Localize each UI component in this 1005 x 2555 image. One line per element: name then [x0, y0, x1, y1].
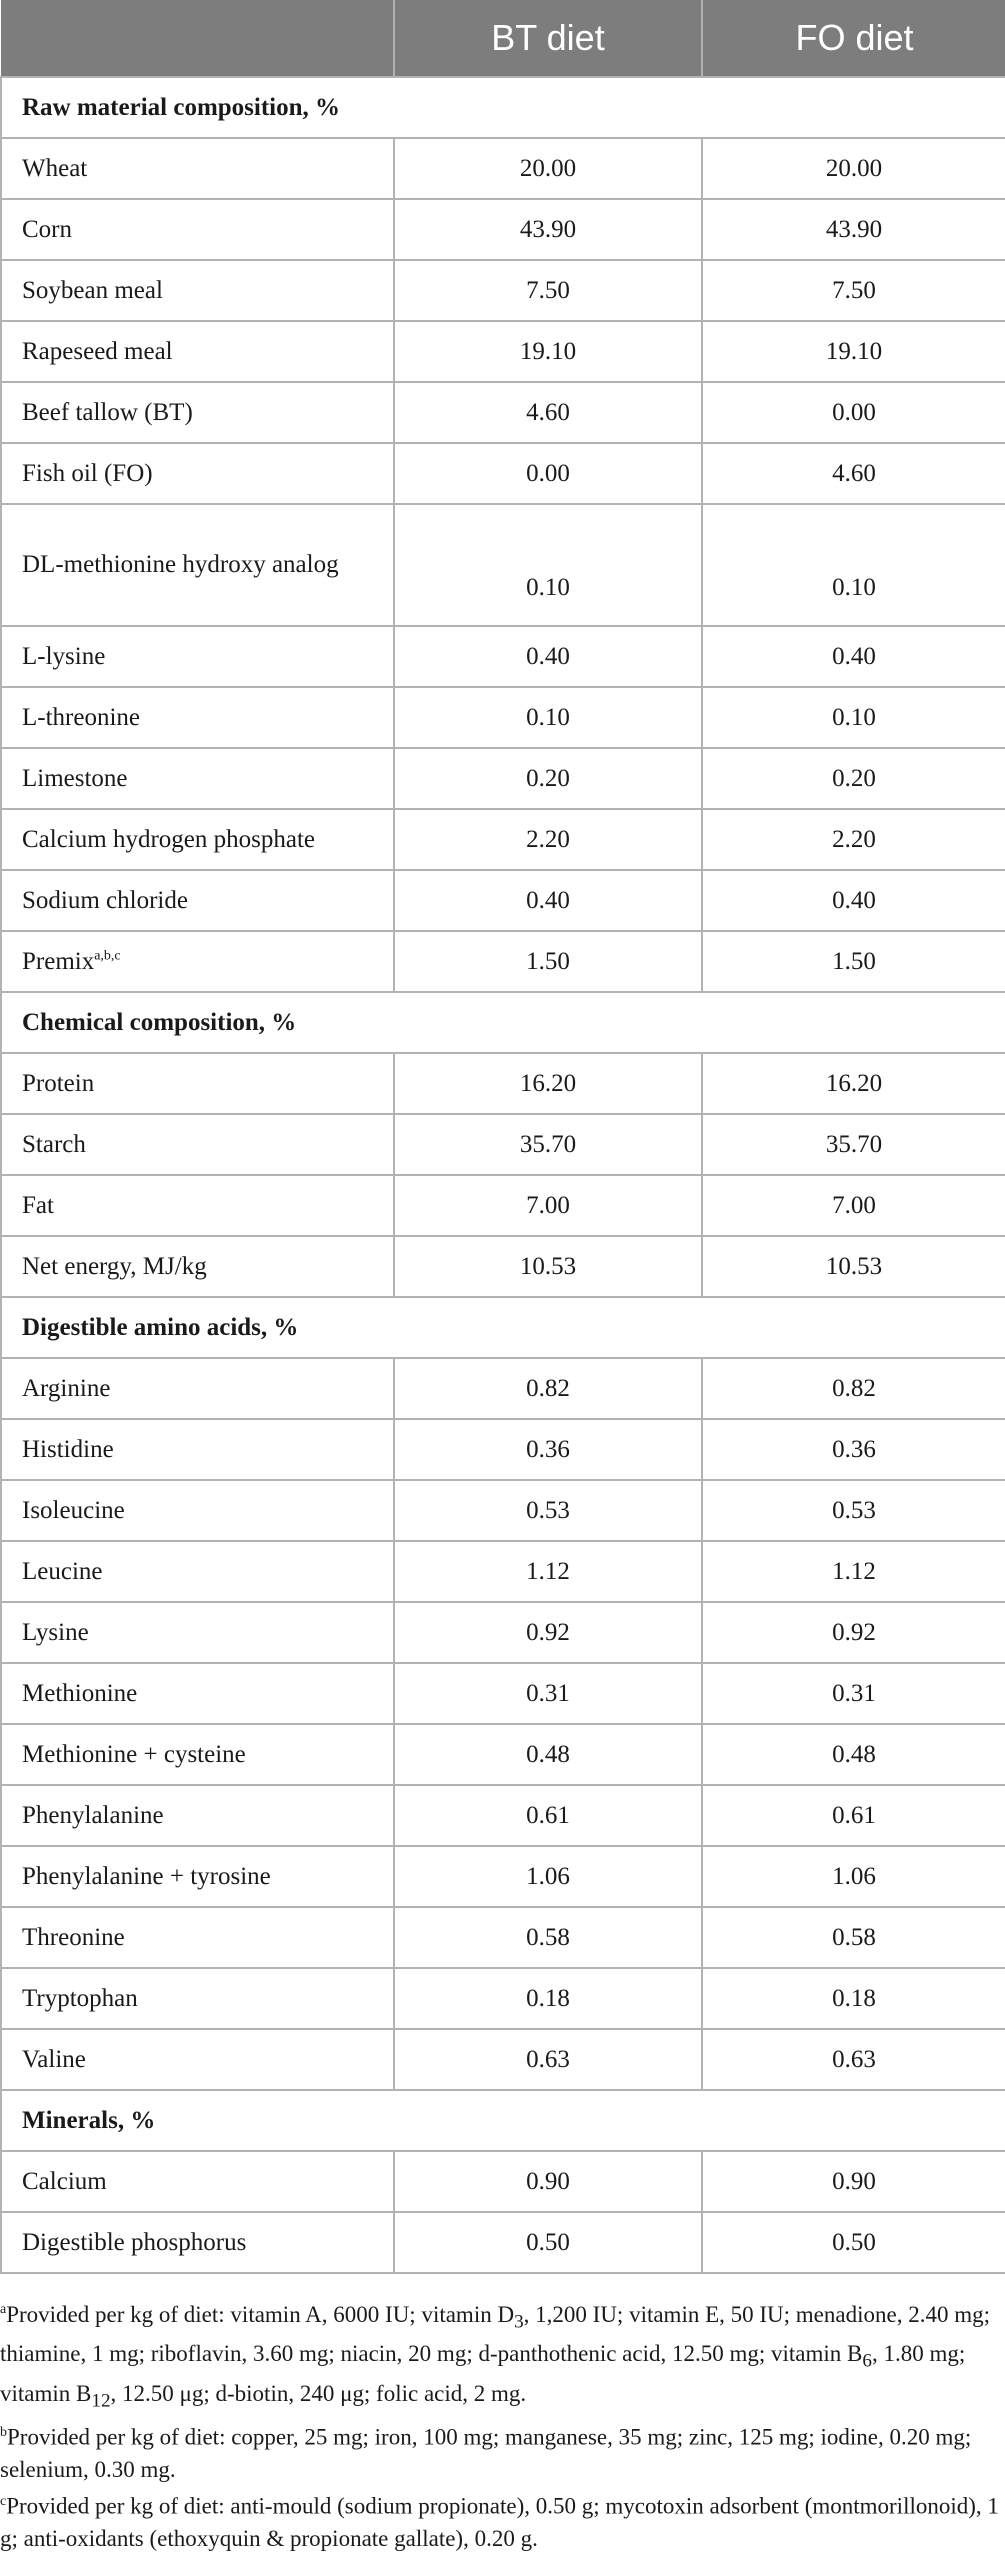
bt-diet-value: 1.12 [394, 1541, 702, 1602]
row-label [1, 1175, 394, 1236]
fo-diet-value: 0.53 [702, 1480, 1005, 1541]
bt-diet-value: 0.90 [394, 2151, 702, 2212]
bt-diet-value: 0.63 [394, 2029, 702, 2090]
table-row [1, 2212, 1005, 2273]
bt-diet-value: 19.10 [394, 321, 702, 382]
fo-diet-value: 20.00 [702, 138, 1005, 199]
row-label-text: Limestone [22, 764, 128, 792]
table-row [1, 1602, 1005, 1663]
bt-diet-value: 0.18 [394, 1968, 702, 2029]
row-label-text: Histidine [22, 1435, 114, 1463]
bt-diet-value: 0.50 [394, 2212, 702, 2273]
table-row [1, 931, 1005, 992]
table-row [1, 1480, 1005, 1541]
row-label [1, 1846, 394, 1907]
table-row [1, 1785, 1005, 1846]
header-bt-diet: BT diet [394, 0, 702, 77]
row-label [1, 260, 394, 321]
fo-diet-value: 16.20 [702, 1053, 1005, 1114]
bt-diet-value: 2.20 [394, 809, 702, 870]
row-label-text: Wheat [22, 154, 88, 182]
table-row [1, 1968, 1005, 2029]
footnote-a [0, 2294, 1005, 2417]
fo-diet-value: 0.10 [702, 504, 1005, 626]
bt-diet-value: 10.53 [394, 1236, 702, 1297]
footnote-mark: b [0, 2425, 7, 2441]
fo-diet-value: 0.10 [702, 687, 1005, 748]
bt-diet-value: 43.90 [394, 199, 702, 260]
fo-diet-value: 0.18 [702, 1968, 1005, 2029]
row-label [1, 443, 394, 504]
row-label-text: Soybean meal [22, 276, 163, 304]
footnote-text: Provided per kg of diet: copper, 25 mg; iron, 100 mg; manganese, 35 mg; zinc, 125 mg; iodine, 0.20 mg; selenium, 0.30 mg. [0, 2425, 972, 2483]
row-label [1, 870, 394, 931]
fo-diet-value: 35.70 [702, 1114, 1005, 1175]
bt-diet-value: 0.20 [394, 748, 702, 809]
section-row [1, 992, 1005, 1053]
bt-diet-value: 0.40 [394, 626, 702, 687]
fo-diet-value: 0.50 [702, 2212, 1005, 2273]
fo-diet-value: 2.20 [702, 809, 1005, 870]
row-label-text: Net energy, MJ/kg [22, 1252, 207, 1280]
footnote-c [0, 2486, 1005, 2555]
footnote-text: Provided per kg of diet: anti-mould (sodium propionate), 0.50 g; mycotoxin adsorbent (montmorillonoid), 1 g; anti-oxidants (ethoxyquin & propionate gallate), 0.20 g. [0, 2493, 999, 2551]
table-row [1, 199, 1005, 260]
row-label-text: Calcium hydrogen phosphate [22, 825, 315, 853]
table-row [1, 1907, 1005, 1968]
fo-diet-value: 7.50 [702, 260, 1005, 321]
row-label-text: L-lysine [22, 642, 106, 670]
table-row [1, 870, 1005, 931]
fo-diet-value: 0.61 [702, 1785, 1005, 1846]
row-label [1, 1968, 394, 2029]
table-row [1, 809, 1005, 870]
row-label [1, 1724, 394, 1785]
table-row [1, 1358, 1005, 1419]
table-row [1, 1053, 1005, 1114]
row-label-text: Protein [22, 1069, 95, 1097]
row-label-text: Sodium chloride [22, 886, 188, 914]
bt-diet-value: 4.60 [394, 382, 702, 443]
table-row [1, 1663, 1005, 1724]
footnote-mark: c [0, 2494, 7, 2510]
row-label [1, 504, 394, 626]
table-row [1, 1419, 1005, 1480]
row-label [1, 748, 394, 809]
bt-diet-value: 0.40 [394, 870, 702, 931]
row-label [1, 321, 394, 382]
bt-diet-value: 0.10 [394, 504, 702, 626]
table-row [1, 382, 1005, 443]
row-label [1, 1785, 394, 1846]
row-label [1, 1541, 394, 1602]
table-row [1, 2029, 1005, 2090]
row-label [1, 1663, 394, 1724]
row-label [1, 382, 394, 443]
row-label [1, 1053, 394, 1114]
footnote-marker: a,b,c [94, 948, 121, 964]
fo-diet-value: 43.90 [702, 199, 1005, 260]
bt-diet-value: 16.20 [394, 1053, 702, 1114]
bt-diet-value: 0.00 [394, 443, 702, 504]
row-label [1, 1358, 394, 1419]
fo-diet-value: 1.50 [702, 931, 1005, 992]
fo-diet-value: 19.10 [702, 321, 1005, 382]
fo-diet-value: 0.40 [702, 870, 1005, 931]
table-row [1, 321, 1005, 382]
row-label-text: Fat [22, 1191, 54, 1219]
fo-diet-value: 0.40 [702, 626, 1005, 687]
section-row [1, 77, 1005, 138]
row-label [1, 1907, 394, 1968]
fo-diet-value: 0.00 [702, 382, 1005, 443]
fo-diet-value: 1.06 [702, 1846, 1005, 1907]
bt-diet-value: 0.31 [394, 1663, 702, 1724]
row-label-text: Corn [22, 215, 72, 243]
bt-diet-value: 0.58 [394, 1907, 702, 1968]
table-header-row [1, 0, 1005, 77]
row-label-text: Calcium [22, 2167, 107, 2195]
table-row [1, 1236, 1005, 1297]
bt-diet-value: 1.50 [394, 931, 702, 992]
row-label [1, 2151, 394, 2212]
table-row [1, 260, 1005, 321]
row-label [1, 1419, 394, 1480]
row-label [1, 2029, 394, 2090]
row-label [1, 1114, 394, 1175]
bt-diet-value: 7.50 [394, 260, 702, 321]
row-label-text: Threonine [22, 1923, 125, 1951]
row-label-text: Digestible phosphorus [22, 2228, 247, 2256]
row-label-text: Tryptophan [22, 1984, 138, 2012]
table-row [1, 1724, 1005, 1785]
footnotes [0, 2274, 1005, 2555]
section-heading: Chemical composition, % [1, 992, 1005, 1053]
bt-diet-value: 0.48 [394, 1724, 702, 1785]
section-heading: Digestible amino acids, % [1, 1297, 1005, 1358]
row-label-text: Beef tallow (BT) [22, 398, 193, 426]
section-row [1, 1297, 1005, 1358]
table-row [1, 504, 1005, 626]
row-label-text: Premix [22, 947, 95, 975]
footnote-b [0, 2417, 1005, 2486]
row-label-text: Methionine [22, 1679, 138, 1707]
row-label [1, 1236, 394, 1297]
fo-diet-value: 0.82 [702, 1358, 1005, 1419]
row-label-text: DL-methionine hydroxy analog [22, 551, 339, 578]
fo-diet-value: 0.48 [702, 1724, 1005, 1785]
table-row [1, 1114, 1005, 1175]
table-row [1, 1541, 1005, 1602]
row-label-text: Isoleucine [22, 1496, 125, 1524]
bt-diet-value: 0.61 [394, 1785, 702, 1846]
fo-diet-value: 10.53 [702, 1236, 1005, 1297]
row-label [1, 138, 394, 199]
bt-diet-value: 7.00 [394, 1175, 702, 1236]
row-label-text: L-threonine [22, 703, 141, 731]
fo-diet-value: 0.36 [702, 1419, 1005, 1480]
table-row [1, 687, 1005, 748]
section-heading: Raw material composition, % [1, 77, 1005, 138]
table-row [1, 1846, 1005, 1907]
bt-diet-value: 0.92 [394, 1602, 702, 1663]
row-label [1, 199, 394, 260]
bt-diet-value: 0.82 [394, 1358, 702, 1419]
section-row [1, 2090, 1005, 2151]
row-label-text: Lysine [22, 1618, 89, 1646]
table-body [1, 77, 1005, 2273]
row-label-text: Arginine [22, 1374, 111, 1402]
fo-diet-value: 4.60 [702, 443, 1005, 504]
row-label-text: Valine [22, 2045, 86, 2073]
fo-diet-value: 0.90 [702, 2151, 1005, 2212]
table-row [1, 1175, 1005, 1236]
row-label [1, 1602, 394, 1663]
fo-diet-value: 0.31 [702, 1663, 1005, 1724]
table-row [1, 443, 1005, 504]
bt-diet-value: 35.70 [394, 1114, 702, 1175]
bt-diet-value: 1.06 [394, 1846, 702, 1907]
row-label-text: Rapeseed meal [22, 337, 173, 365]
header-fo-diet: FO diet [702, 0, 1005, 77]
fo-diet-value: 1.12 [702, 1541, 1005, 1602]
row-label-text: Leucine [22, 1557, 103, 1585]
bt-diet-value: 0.53 [394, 1480, 702, 1541]
footnote-text: Provided per kg of diet: vitamin A, 6000 IU; vitamin $D_3$, 1,200 IU; vitamin E, 50 IU; menadione, 2.40 mg; thiamine, 1 mg; riboflavin, 3.60 mg; niacin, 20 mg; d-panthothenic acid, 12.50 mg; vitamin $B_6$, 1.80 mg; vitamin $B_{12}$, 12.50 μg; d-biotin, 240 μg; folic acid, 2 mg. [0, 2301, 990, 2412]
bt-diet-value: 20.00 [394, 138, 702, 199]
row-label-text: Methionine + cysteine [22, 1740, 246, 1768]
row-label-text: Starch [22, 1130, 86, 1158]
fo-diet-value: 0.63 [702, 2029, 1005, 2090]
fo-diet-value: 7.00 [702, 1175, 1005, 1236]
row-label [1, 626, 394, 687]
row-label [1, 2212, 394, 2273]
table-row [1, 138, 1005, 199]
row-label-text: Phenylalanine [22, 1801, 164, 1829]
fo-diet-value: 0.58 [702, 1907, 1005, 1968]
fo-diet-value: 0.92 [702, 1602, 1005, 1663]
table-row [1, 626, 1005, 687]
table-row [1, 748, 1005, 809]
section-heading: Minerals, % [1, 2090, 1005, 2151]
bt-diet-value: 0.10 [394, 687, 702, 748]
row-label [1, 687, 394, 748]
bt-diet-value: 0.36 [394, 1419, 702, 1480]
footnote-mark: a [0, 2302, 7, 2317]
fo-diet-value: 0.20 [702, 748, 1005, 809]
row-label [1, 931, 394, 992]
row-label-text: Fish oil (FO) [22, 459, 153, 487]
header-label-column [1, 0, 394, 77]
row-label-text: Phenylalanine + tyrosine [22, 1862, 271, 1890]
row-label [1, 1480, 394, 1541]
table-row [1, 2151, 1005, 2212]
row-label [1, 809, 394, 870]
